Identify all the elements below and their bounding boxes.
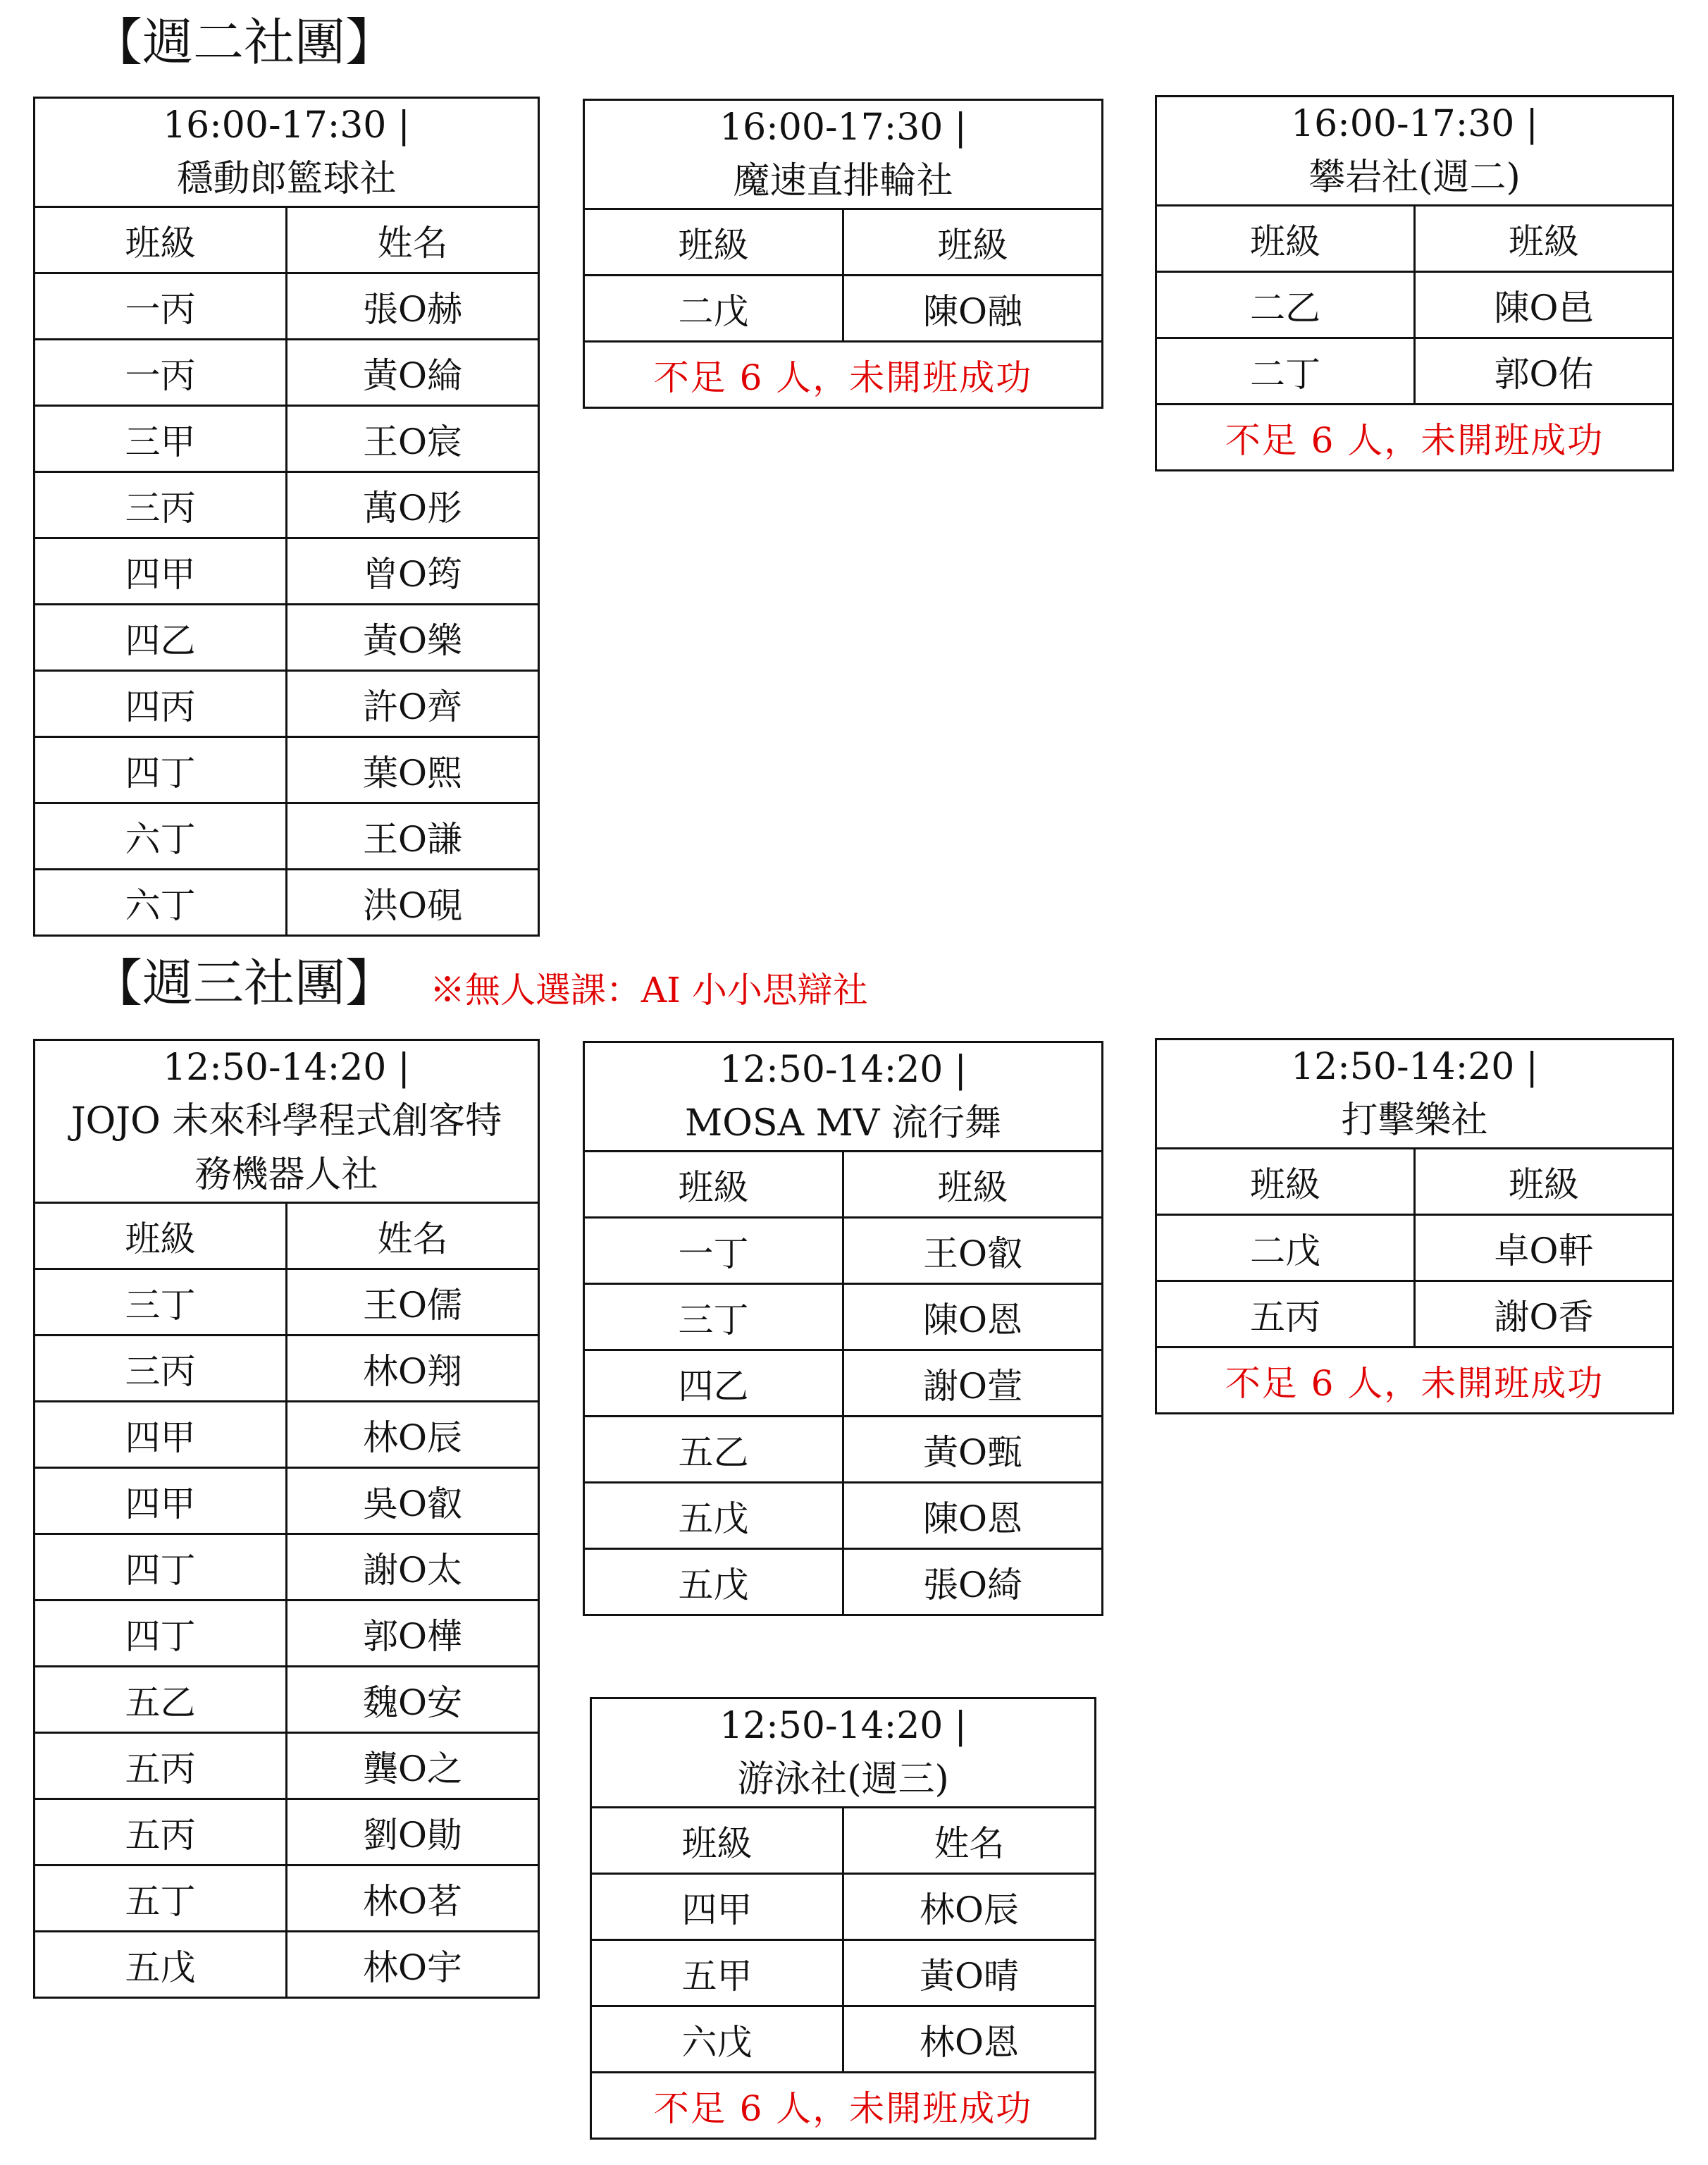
student-name: 林O辰: [287, 1402, 539, 1468]
student-class: 一丁: [584, 1218, 843, 1284]
table-row: [35, 1402, 539, 1468]
student-name: 謝O香: [1415, 1281, 1673, 1347]
student-name: 萬O彤: [287, 472, 539, 538]
student-class: 四甲: [35, 538, 287, 605]
student-name: 卓O軒: [1415, 1215, 1673, 1281]
student-name: 洪O硯: [287, 870, 539, 936]
student-name: 張O綺: [843, 1549, 1103, 1615]
student-class: 四乙: [584, 1350, 843, 1417]
student-class: 四甲: [35, 1468, 287, 1534]
table-row: [584, 276, 1103, 342]
student-class: 二乙: [1156, 272, 1415, 338]
table-row: [35, 1468, 539, 1534]
table-row: [584, 1483, 1103, 1549]
student-name: 葉O熙: [287, 737, 539, 803]
table-row: [35, 472, 539, 538]
club-header: [591, 1698, 1096, 1808]
table-row: [35, 1600, 539, 1667]
table-row: [35, 1667, 539, 1733]
table-row: [35, 1932, 539, 1998]
student-name: 曾O筠: [287, 538, 539, 605]
table-row: [35, 737, 539, 803]
enrollment-status: 不足 6 人，未開班成功: [591, 2073, 1096, 2139]
student-name: 謝O萱: [843, 1350, 1103, 1417]
student-name: 林O恩: [843, 2006, 1096, 2073]
table-row: [35, 1733, 539, 1799]
table-row: [1156, 338, 1673, 405]
student-class: 三丙: [35, 472, 287, 538]
column-header-class: 班級: [1156, 206, 1415, 272]
student-class: 五丁: [35, 1865, 287, 1932]
student-class: 五乙: [35, 1667, 287, 1733]
club-name: 魔速直排輪社: [733, 160, 953, 202]
tuesday-heading: 【週二社團】: [92, 13, 397, 72]
club-table-mosa-dance: [583, 1041, 1103, 1616]
student-name: 吳O叡: [287, 1468, 539, 1534]
student-class: 二戊: [1156, 1215, 1415, 1281]
time-separator: |: [397, 1047, 410, 1089]
student-class: 一丙: [35, 340, 287, 406]
student-class: 三丁: [35, 1269, 287, 1336]
club-name: JOJO 未來科學程式創客特: [70, 1100, 502, 1142]
student-class: 四丁: [35, 1600, 287, 1667]
column-header-name: 班級: [1415, 1149, 1673, 1215]
enrollment-status: 不足 6 人，未開班成功: [584, 342, 1103, 408]
student-class: 四乙: [35, 605, 287, 671]
student-name: 謝O太: [287, 1534, 539, 1600]
student-class: 四丙: [35, 671, 287, 737]
club-table-basketball: [33, 97, 540, 937]
student-name: 郭O樺: [287, 1600, 539, 1667]
student-name: 黃O樂: [287, 605, 539, 671]
time-separator: |: [954, 1705, 967, 1747]
student-name: 王O宸: [287, 406, 539, 472]
column-header-name: 姓名: [287, 207, 539, 273]
table-row: [584, 1549, 1103, 1615]
student-class: 一丙: [35, 273, 287, 340]
time-separator: |: [1526, 1046, 1538, 1088]
club-time: 16:00-17:30: [1291, 103, 1515, 145]
club-time: 12:50-14:20: [719, 1705, 943, 1747]
student-class: 三丙: [35, 1336, 287, 1402]
column-header-class: 班級: [35, 207, 287, 273]
student-class: 三甲: [35, 406, 287, 472]
table-row: [35, 1865, 539, 1932]
table-row: [35, 605, 539, 671]
table-row: [35, 1534, 539, 1600]
club-name-line2: 務機器人社: [194, 1154, 378, 1196]
club-time: 12:50-14:20: [1291, 1046, 1515, 1088]
enrollment-status: 不足 6 人，未開班成功: [1156, 1347, 1673, 1414]
club-name: 打擊樂社: [1341, 1099, 1488, 1142]
table-row: [35, 1799, 539, 1865]
column-header-class: 班級: [35, 1203, 287, 1269]
table-row: [591, 1874, 1096, 1940]
student-class: 五丙: [35, 1733, 287, 1799]
student-class: 二戊: [584, 276, 843, 342]
student-name: 劉O勛: [287, 1799, 539, 1865]
club-time: 16:00-17:30: [163, 104, 387, 147]
table-row: [584, 1350, 1103, 1417]
column-header-name: 班級: [843, 1152, 1103, 1218]
student-name: 林O辰: [843, 1874, 1096, 1940]
column-header-name: 姓名: [287, 1203, 539, 1269]
table-row: [35, 406, 539, 472]
student-name: 郭O佑: [1415, 338, 1673, 405]
student-class: 四甲: [591, 1874, 843, 1940]
student-class: 五丙: [1156, 1281, 1415, 1347]
student-name: 黃O晴: [843, 1940, 1096, 2006]
table-row: [35, 803, 539, 870]
student-name: 龔O之: [287, 1733, 539, 1799]
time-separator: |: [397, 104, 410, 147]
club-name: 穩動郎籃球社: [176, 158, 397, 200]
club-name: 游泳社(週三): [737, 1758, 949, 1801]
no-enrollment-note: ※無人選課：AI 小小思辯社: [430, 970, 868, 1011]
table-row: [35, 538, 539, 605]
student-class: 五戊: [35, 1932, 287, 1998]
club-time: 12:50-14:20: [719, 1049, 943, 1091]
student-name: 黃O綸: [287, 340, 539, 406]
student-name: 許O齊: [287, 671, 539, 737]
column-header-class: 班級: [584, 1152, 843, 1218]
club-table-inline-skating: [583, 99, 1103, 409]
club-header: [35, 98, 539, 207]
enrollment-status: 不足 6 人，未開班成功: [1156, 405, 1673, 471]
student-class: 五戊: [584, 1549, 843, 1615]
table-row: [1156, 272, 1673, 338]
student-name: 陳O邑: [1415, 272, 1673, 338]
wednesday-heading: 【週三社團】: [92, 954, 397, 1013]
student-class: 五戊: [584, 1483, 843, 1549]
student-class: 四丁: [35, 737, 287, 803]
club-table-swimming: [590, 1697, 1096, 2140]
column-header-class: 班級: [584, 209, 843, 276]
student-class: 五甲: [591, 1940, 843, 2006]
table-row: [35, 870, 539, 936]
table-row: [1156, 1281, 1673, 1347]
student-name: 王O儒: [287, 1269, 539, 1336]
club-table-rock-climbing: [1155, 95, 1674, 471]
student-class: 六丁: [35, 803, 287, 870]
table-row: [1156, 1215, 1673, 1281]
table-row: [584, 1218, 1103, 1284]
table-row: [584, 1284, 1103, 1350]
student-name: 陳O恩: [843, 1284, 1103, 1350]
club-name: MOSA MV 流行舞: [685, 1102, 1001, 1145]
student-name: 林O翔: [287, 1336, 539, 1402]
student-name: 王O叡: [843, 1218, 1103, 1284]
student-name: 陳O恩: [843, 1483, 1103, 1549]
student-name: 王O謙: [287, 803, 539, 870]
time-separator: |: [1526, 103, 1538, 145]
time-separator: |: [954, 1049, 967, 1091]
student-class: 三丁: [584, 1284, 843, 1350]
student-name: 黃O甄: [843, 1417, 1103, 1483]
table-row: [35, 1336, 539, 1402]
column-header-name: 班級: [1415, 206, 1673, 272]
club-header: [35, 1040, 539, 1203]
student-class: 四甲: [35, 1402, 287, 1468]
student-name: 魏O安: [287, 1667, 539, 1733]
club-header: [584, 1042, 1103, 1152]
student-class: 五乙: [584, 1417, 843, 1483]
column-header-class: 班級: [1156, 1149, 1415, 1215]
student-class: 五丙: [35, 1799, 287, 1865]
table-row: [591, 2006, 1096, 2073]
table-row: [35, 1269, 539, 1336]
column-header-name: 班級: [843, 209, 1103, 276]
club-time: 12:50-14:20: [163, 1047, 387, 1089]
student-name: 張O赫: [287, 273, 539, 340]
club-name: 攀岩社(週二): [1308, 156, 1521, 199]
club-table-jojo-robotics: [33, 1039, 540, 1999]
table-row: [584, 1417, 1103, 1483]
student-class: 二丁: [1156, 338, 1415, 405]
table-row: [35, 273, 539, 340]
table-row: [35, 340, 539, 406]
club-header: [584, 100, 1103, 209]
student-name: 林O茗: [287, 1865, 539, 1932]
column-header-class: 班級: [591, 1808, 843, 1874]
club-header: [1156, 97, 1673, 206]
club-header: [1156, 1040, 1673, 1149]
student-class: 六戊: [591, 2006, 843, 2073]
club-time: 16:00-17:30: [719, 106, 943, 149]
student-name: 林O宇: [287, 1932, 539, 1998]
column-header-name: 姓名: [843, 1808, 1096, 1874]
table-row: [591, 1940, 1096, 2006]
time-separator: |: [954, 106, 967, 149]
student-class: 六丁: [35, 870, 287, 936]
club-table-percussion: [1155, 1038, 1674, 1414]
student-name: 陳O融: [843, 276, 1103, 342]
table-row: [35, 671, 539, 737]
student-class: 四丁: [35, 1534, 287, 1600]
